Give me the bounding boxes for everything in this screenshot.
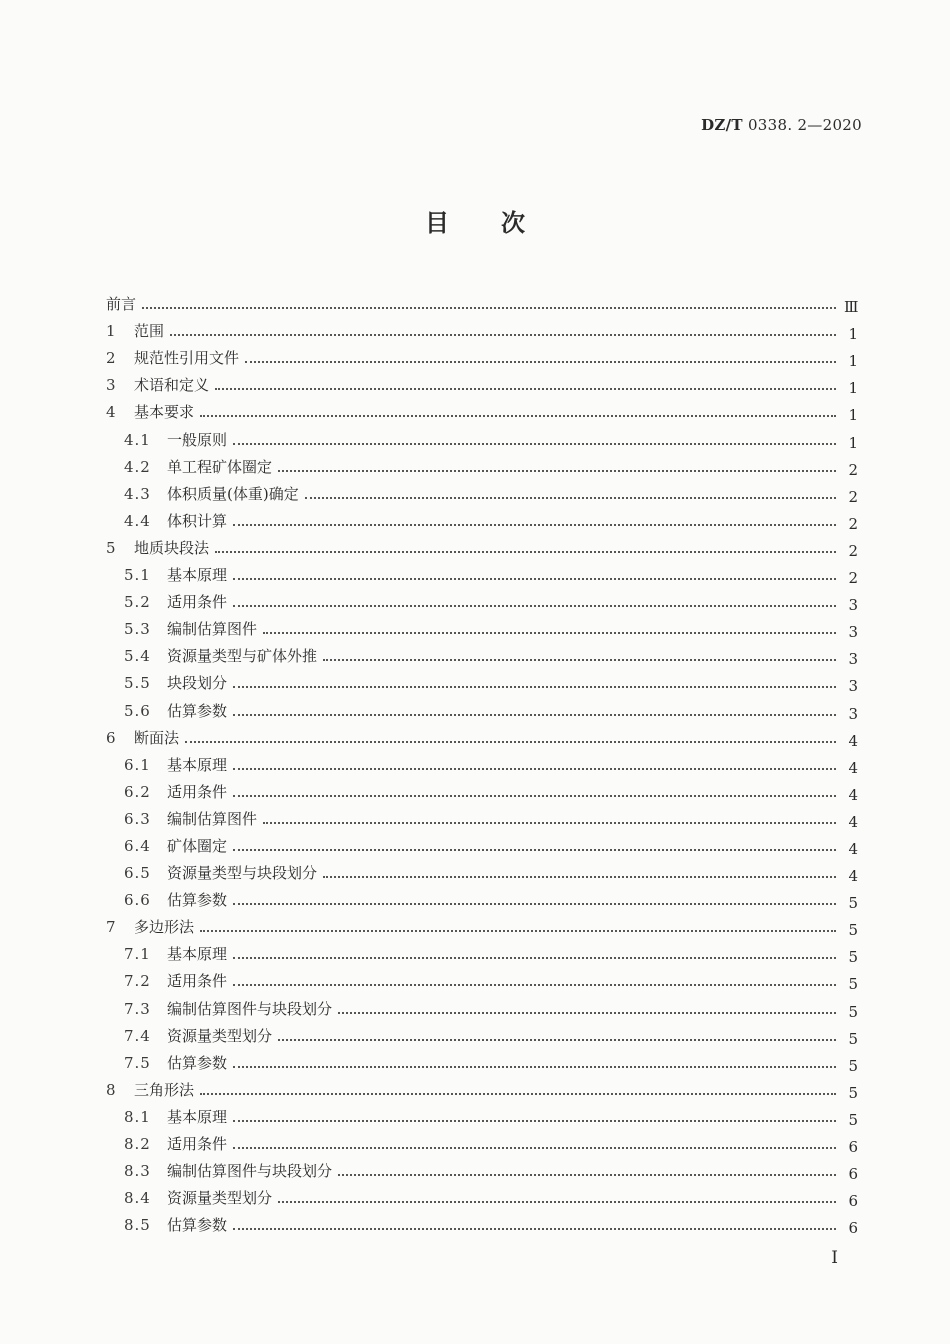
toc-entry-label: 资源量类型划分 — [167, 1026, 273, 1045]
toc-entry-page: 5 — [848, 975, 858, 994]
toc-leader-dots — [323, 658, 836, 661]
toc-entry[interactable] — [106, 340, 858, 371]
toc-entry-label: 资源量类型与矿体外推 — [167, 647, 318, 666]
toc-entry-number: 6.3 — [124, 809, 151, 828]
toc-entry-page: 2 — [848, 569, 858, 588]
toc-entry[interactable] — [106, 936, 858, 967]
toc-leader-dots — [323, 875, 836, 878]
toc-leader-dots — [338, 1011, 836, 1014]
toc-entry-label: 体积质量(体重)确定 — [167, 484, 299, 503]
toc-entry-number: 7.4 — [124, 1026, 151, 1045]
toc-entry[interactable] — [106, 665, 858, 696]
toc-entry[interactable] — [106, 692, 858, 723]
toc-leader-dots — [233, 767, 836, 770]
toc-entry[interactable] — [106, 286, 859, 317]
toc-entry[interactable] — [106, 1099, 858, 1129]
toc-leader-dots — [200, 929, 836, 932]
toc-leader-dots — [200, 1092, 836, 1095]
toc-entry-label: 单工程矿体圈定 — [167, 457, 273, 476]
toc-entry-label: 规范性引用文件 — [134, 349, 240, 368]
toc-entry[interactable] — [106, 584, 858, 615]
toc-entry[interactable] — [106, 909, 858, 940]
toc-entry[interactable] — [106, 963, 858, 994]
toc-entry[interactable] — [106, 801, 858, 831]
toc-entry[interactable] — [106, 1126, 858, 1156]
toc-entry-page: 5 — [848, 1110, 858, 1129]
toc-entry[interactable] — [106, 1045, 858, 1075]
toc-entry-number: 4.2 — [124, 457, 151, 476]
toc-leader-dots — [245, 360, 836, 363]
toc-entry-label: 断面法 — [134, 728, 180, 747]
toc-leader-dots — [233, 523, 836, 526]
toc-leader-dots — [338, 1173, 836, 1176]
toc-title-char: 目 — [425, 208, 449, 237]
toc-entry-label: 适用条件 — [167, 972, 228, 991]
toc-entry-number: 4.3 — [124, 484, 151, 503]
toc-leader-dots — [215, 387, 836, 390]
toc-entry[interactable] — [106, 449, 858, 479]
toc-entry-number: 8.4 — [124, 1189, 151, 1208]
toc-entry-label: 术语和定义 — [134, 376, 210, 395]
toc-entry[interactable] — [106, 530, 858, 560]
toc-entry-page: 5 — [848, 948, 858, 967]
toc-entry-label: 基本原理 — [167, 945, 228, 964]
toc-entry-label: 矿体圈定 — [167, 836, 228, 855]
toc-entry-page: Ⅲ — [844, 298, 859, 317]
toc-entry-page: 1 — [848, 325, 858, 344]
toc-entry-number: 7.5 — [124, 1053, 151, 1072]
toc-entry-page: 1 — [848, 433, 858, 452]
toc-entry[interactable] — [106, 1018, 858, 1048]
toc-entry-number: 5.3 — [124, 620, 151, 639]
toc-entry[interactable] — [106, 855, 858, 886]
toc-entry-label: 资源量类型与块段划分 — [167, 864, 318, 883]
toc-entry-number: 4.1 — [124, 430, 151, 449]
toc-entry-page: 1 — [848, 379, 858, 398]
toc-entry[interactable] — [106, 638, 858, 669]
toc-leader-dots — [305, 496, 836, 499]
toc-entry-label: 块段划分 — [167, 674, 228, 693]
toc-entry-label: 基本原理 — [167, 566, 228, 585]
toc-leader-dots — [170, 333, 836, 336]
toc-leader-dots — [263, 631, 836, 634]
toc-entry-number: 6.2 — [124, 782, 151, 801]
toc-entry-number: 6.5 — [124, 864, 151, 883]
toc-entry-number: 7.2 — [124, 972, 151, 991]
toc-entry-page: 3 — [848, 704, 858, 723]
toc-entry-page: 4 — [848, 785, 858, 804]
toc-entry[interactable] — [106, 747, 858, 777]
toc-entry[interactable] — [106, 421, 858, 452]
toc-entry[interactable] — [106, 990, 858, 1021]
toc-entry-label: 估算参数 — [167, 701, 228, 720]
toc-leader-dots — [233, 685, 836, 688]
toc-entry-number: 8.2 — [124, 1135, 151, 1153]
toc-entry-label: 编制估算图件 — [167, 620, 258, 639]
document-code-number: 0338. 2—2020 — [742, 116, 862, 134]
toc-entry-label: 编制估算图件 — [167, 809, 258, 828]
toc-entry-label: 适用条件 — [167, 782, 228, 801]
toc-leader-dots — [263, 821, 836, 824]
toc-entry-number: 6.6 — [124, 891, 151, 910]
toc-entry-label: 范围 — [134, 322, 165, 341]
toc-entry[interactable] — [106, 313, 858, 344]
toc-entry-label: 体积计算 — [167, 511, 228, 530]
toc-entry-number: 5.6 — [124, 701, 151, 720]
toc-entry-page: 6 — [848, 1192, 858, 1211]
toc-entry-number: 7.3 — [124, 999, 151, 1018]
toc-entry-label: 适用条件 — [167, 1135, 228, 1153]
toc-entry-page: 6 — [848, 1138, 858, 1156]
toc-entry-label: 估算参数 — [167, 891, 228, 910]
toc-leader-dots — [233, 983, 836, 986]
toc-entry-page: 4 — [848, 758, 858, 777]
toc-entry-label: 编制估算图件与块段划分 — [167, 999, 333, 1018]
toc-entry-number: 8 — [106, 1080, 116, 1099]
toc-leader-dots — [233, 604, 836, 607]
toc-leader-dots — [233, 848, 836, 851]
toc-leader-dots — [233, 794, 836, 797]
toc-entry-number: 1 — [106, 322, 116, 341]
toc-leader-dots — [233, 1065, 836, 1068]
toc-leader-dots — [278, 1200, 836, 1203]
toc-leader-dots — [233, 1146, 836, 1149]
toc-title — [0, 203, 950, 238]
toc-leader-dots — [233, 956, 836, 959]
toc-entry[interactable] — [106, 1153, 858, 1184]
toc-entry-page: 5 — [848, 1002, 858, 1021]
toc-entry-page: 3 — [848, 677, 858, 696]
toc-entry[interactable] — [106, 611, 858, 642]
toc-entry-number: 5.1 — [124, 566, 151, 585]
document-code-prefix: DZ/T — [701, 116, 743, 134]
document-code — [701, 116, 862, 134]
toc-entry-number: 8.5 — [124, 1216, 151, 1235]
toc-entry-label: 基本原理 — [167, 755, 228, 774]
toc-entry-page: 4 — [848, 867, 858, 886]
toc-entry-page: 1 — [848, 406, 858, 425]
toc-entry-label: 基本原理 — [167, 1107, 228, 1126]
toc-title-char: 次 — [501, 208, 525, 237]
toc-entry-number: 4 — [106, 403, 116, 422]
toc-entry-number: 4.4 — [124, 511, 151, 530]
toc-entry-page: 4 — [848, 812, 858, 831]
toc-entry-number: 5.4 — [124, 647, 151, 666]
toc-entry-page: 3 — [848, 596, 858, 615]
page-number: Ⅰ — [831, 1248, 838, 1268]
toc-leader-dots — [233, 577, 836, 580]
table-of-contents — [106, 286, 859, 1238]
toc-entry-page: 4 — [848, 731, 858, 750]
toc-entry[interactable] — [106, 503, 858, 533]
toc-entry-number: 3 — [106, 376, 116, 395]
toc-entry-page: 3 — [848, 650, 858, 669]
toc-entry-page: 5 — [848, 894, 858, 913]
toc-entry-number: 8.1 — [124, 1107, 151, 1126]
toc-entry-number: 8.3 — [124, 1162, 151, 1181]
toc-leader-dots — [200, 414, 836, 417]
toc-entry-label: 多边形法 — [134, 918, 195, 937]
toc-entry-number: 7.1 — [124, 945, 151, 964]
toc-entry[interactable] — [106, 720, 858, 750]
toc-entry-page: 5 — [848, 1056, 858, 1075]
toc-leader-dots — [185, 740, 836, 743]
toc-entry-page: 2 — [848, 487, 858, 506]
toc-entry[interactable] — [106, 557, 858, 588]
toc-entry-number: 6.1 — [124, 755, 151, 774]
toc-entry-label: 适用条件 — [167, 593, 228, 612]
toc-entry[interactable] — [106, 774, 858, 804]
toc-entry-label: 估算参数 — [167, 1216, 228, 1235]
toc-entry-label: 地质块段法 — [134, 538, 210, 557]
toc-entry-label: 估算参数 — [167, 1053, 228, 1072]
toc-entry-page: 6 — [848, 1219, 858, 1238]
toc-entry-label: 一般原则 — [167, 430, 228, 449]
toc-leader-dots — [233, 902, 836, 905]
toc-entry[interactable] — [106, 882, 858, 913]
toc-entry-page: 5 — [848, 1083, 858, 1102]
toc-leader-dots — [215, 550, 836, 553]
toc-leader-dots — [233, 1227, 836, 1230]
toc-entry-page: 5 — [848, 1029, 858, 1048]
toc-leader-dots — [233, 1119, 836, 1122]
toc-entry-label: 三角形法 — [134, 1080, 195, 1099]
toc-entry-label: 前言 — [106, 295, 137, 314]
toc-entry-number: 7 — [106, 918, 116, 937]
toc-leader-dots — [142, 306, 836, 309]
toc-entry-page: 4 — [848, 839, 858, 858]
toc-leader-dots — [233, 713, 836, 716]
toc-entry[interactable] — [106, 1207, 858, 1238]
toc-entry[interactable] — [106, 394, 858, 425]
toc-entry[interactable] — [106, 828, 858, 858]
toc-entry[interactable] — [106, 367, 858, 398]
toc-leader-dots — [278, 1038, 836, 1041]
toc-entry-label: 编制估算图件与块段划分 — [167, 1162, 333, 1181]
toc-entry-page: 2 — [848, 460, 858, 479]
toc-entry-label: 资源量类型划分 — [167, 1189, 273, 1208]
toc-entry-page: 1 — [848, 352, 858, 371]
toc-entry-number: 6 — [106, 728, 116, 747]
toc-entry[interactable] — [106, 476, 858, 506]
toc-entry[interactable] — [106, 1180, 858, 1211]
toc-entry[interactable] — [106, 1072, 858, 1102]
toc-entry-page: 2 — [848, 514, 858, 533]
toc-entry-page: 5 — [848, 921, 858, 940]
toc-entry-number: 5.2 — [124, 593, 151, 612]
toc-entry-page: 3 — [848, 623, 858, 642]
toc-entry-page: 2 — [848, 541, 858, 560]
toc-entry-number: 5 — [106, 538, 116, 557]
toc-leader-dots — [278, 469, 836, 472]
toc-leader-dots — [233, 442, 836, 445]
toc-entry-label: 基本要求 — [134, 403, 195, 422]
toc-entry-number: 5.5 — [124, 674, 151, 693]
toc-entry-page: 6 — [848, 1165, 858, 1184]
toc-entry-number: 2 — [106, 349, 116, 368]
toc-entry-number: 6.4 — [124, 836, 151, 855]
